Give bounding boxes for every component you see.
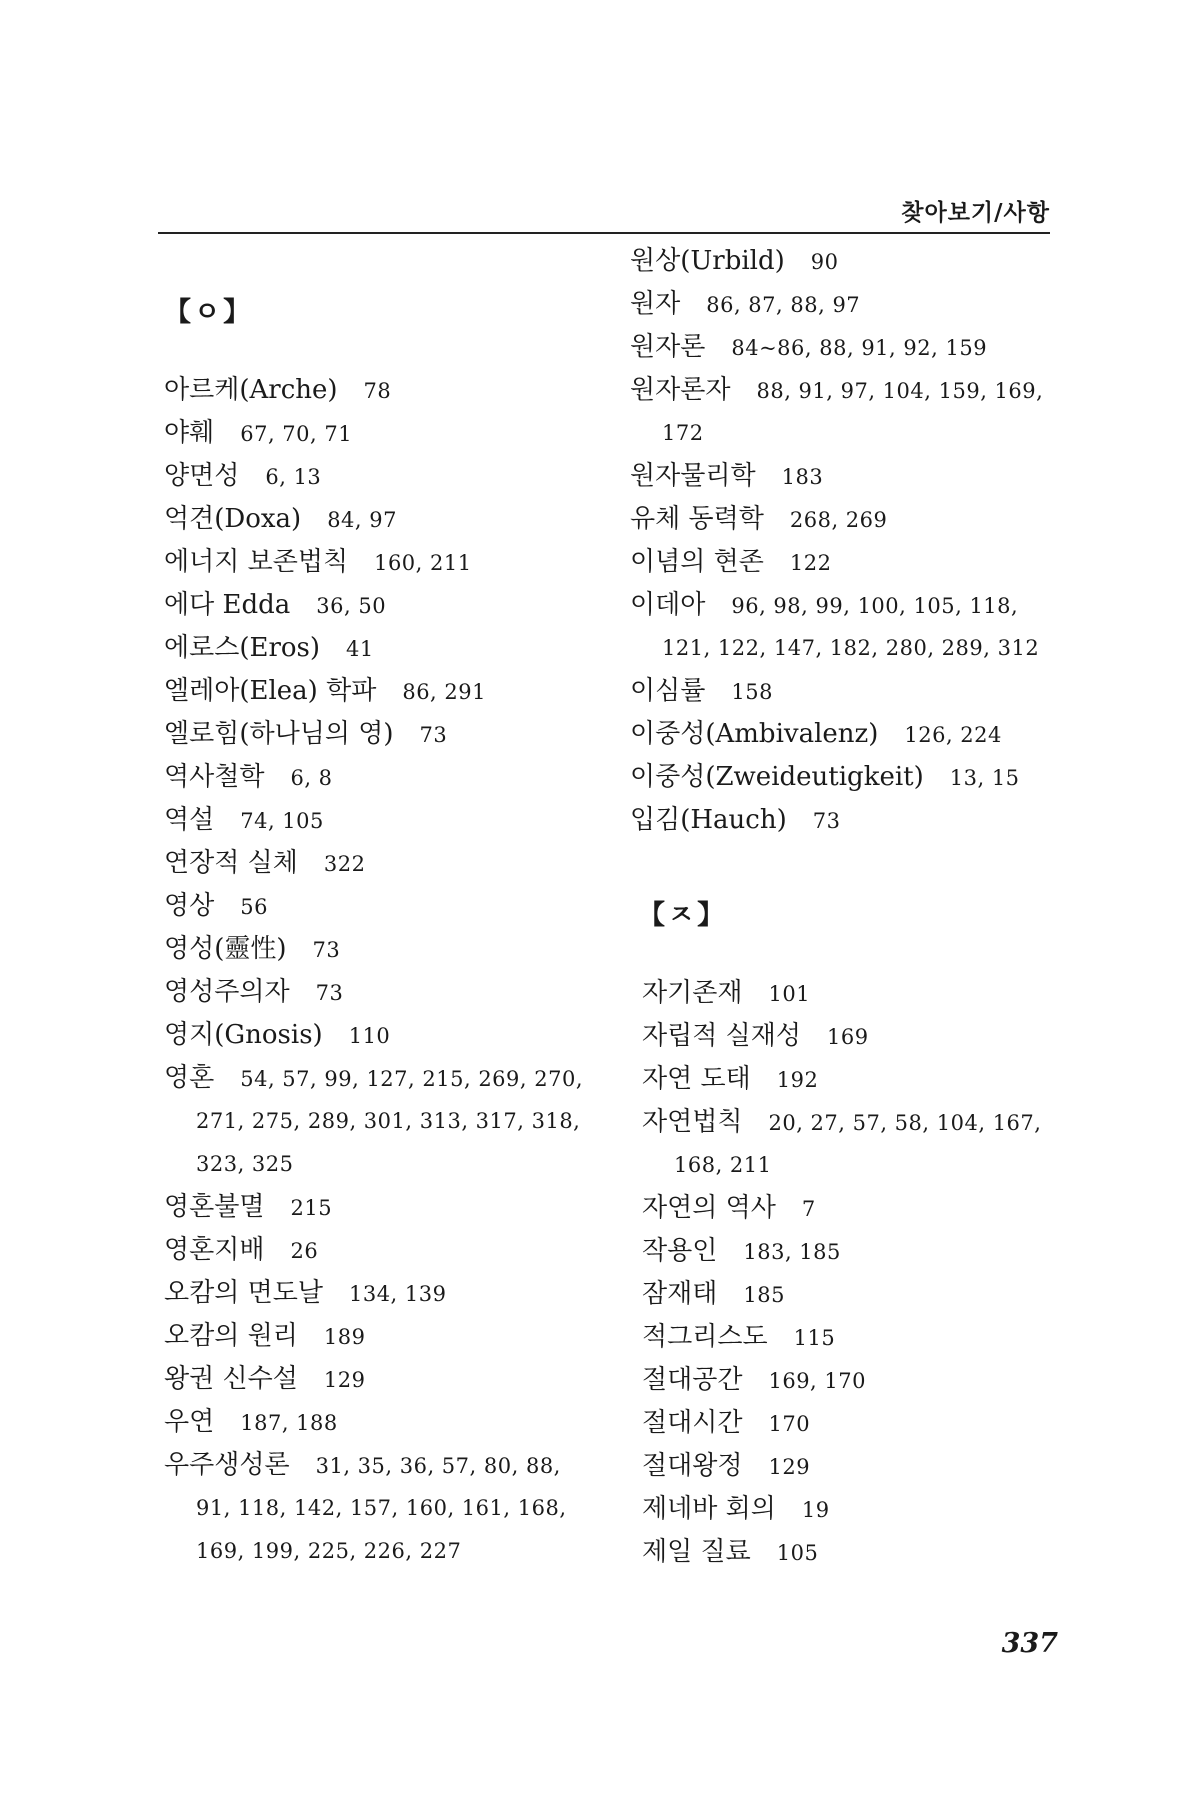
index-page-refs: 78 — [363, 379, 392, 403]
index-entry — [642, 1281, 785, 1307]
index-page-refs: 90 — [810, 250, 839, 274]
index-page-refs: 86, 87, 88, 97 — [706, 293, 861, 317]
index-term: 절대왕정 — [642, 1451, 743, 1481]
index-entry — [630, 377, 1043, 403]
index-page-refs: 56 — [240, 895, 268, 919]
index-entry — [630, 334, 987, 360]
index-page-refs: 115 — [793, 1326, 836, 1350]
index-page-refs: 6, 8 — [290, 766, 333, 790]
index-term: 영혼불멸 — [164, 1192, 265, 1222]
index-page-refs: 169 — [826, 1025, 869, 1049]
index-page-refs: 322 — [323, 852, 366, 876]
index-page-refs-continued: 91, 118, 142, 157, 160, 161, 168, — [196, 1496, 567, 1520]
index-term: 적그리스도 — [642, 1322, 768, 1352]
index-term: 엘레아(Elea) 학파 — [164, 676, 377, 706]
index-term: 원자론자 — [630, 375, 731, 405]
index-term: 영혼지배 — [164, 1235, 265, 1265]
index-page-refs: 169, 170 — [768, 1369, 866, 1393]
index-entry — [642, 1367, 866, 1393]
index-page-refs: 86, 291 — [402, 680, 486, 704]
index-term: 양면성 — [164, 461, 240, 491]
index-page-refs-continued: 121, 122, 147, 182, 280, 289, 312 — [662, 636, 1040, 660]
index-page-refs: 84~86, 88, 91, 92, 159 — [731, 336, 988, 360]
index-term: 영혼 — [164, 1063, 215, 1093]
index-page-refs: 36, 50 — [316, 594, 387, 618]
index-entry — [164, 549, 472, 575]
index-term: 영성주의자 — [164, 977, 290, 1007]
index-entry — [642, 1238, 841, 1264]
index-entry — [164, 893, 268, 919]
index-term: 우주생성론 — [164, 1450, 290, 1480]
index-page-refs: 26 — [290, 1239, 319, 1263]
index-page-refs: 129 — [323, 1368, 366, 1392]
index-entry — [642, 1453, 810, 1479]
index-term: 잠재태 — [642, 1279, 718, 1309]
index-term: 연장적 실체 — [164, 848, 298, 878]
index-term: 역사철학 — [164, 762, 265, 792]
index-entry — [642, 980, 810, 1006]
index-page-refs-continued: 172 — [662, 421, 704, 445]
index-term: 자립적 실재성 — [642, 1021, 801, 1051]
index-entry — [164, 850, 365, 876]
index-page-refs: 170 — [768, 1412, 811, 1436]
index-page-refs: 31, 35, 36, 57, 80, 88, — [315, 1454, 561, 1478]
index-page-refs: 134, 139 — [348, 1282, 447, 1306]
index-entry — [642, 1195, 816, 1221]
index-page-refs: 268, 269 — [789, 508, 888, 532]
index-page-refs: 183, 185 — [743, 1240, 841, 1264]
index-page-refs: 88, 91, 97, 104, 159, 169, — [756, 379, 1044, 403]
index-term: 왕권 신수설 — [164, 1364, 298, 1394]
index-entry — [630, 549, 831, 575]
index-term: 영지(Gnosis) — [164, 1020, 323, 1050]
index-entry — [630, 248, 839, 274]
index-page-refs: 160, 211 — [374, 551, 472, 575]
index-entry — [642, 1539, 818, 1565]
index-entry — [164, 1237, 318, 1263]
index-entry — [164, 1065, 583, 1091]
index-term: 야훼 — [164, 418, 215, 448]
index-term: 우연 — [164, 1407, 215, 1437]
index-term: 이중성(Zweideutigkeit) — [630, 762, 924, 792]
index-entry — [164, 635, 374, 661]
index-term: 원자론 — [630, 332, 706, 362]
index-page-refs: 215 — [290, 1196, 333, 1220]
index-entry — [630, 678, 773, 704]
index-page-refs: 74, 105 — [240, 809, 324, 833]
index-term: 이데아 — [630, 590, 706, 620]
index-entry — [164, 764, 333, 790]
index-page-refs: 73 — [312, 938, 341, 962]
index-page-refs: 96, 98, 99, 100, 105, 118, — [731, 594, 1019, 618]
index-entry — [164, 1022, 390, 1048]
index-entry — [164, 936, 340, 962]
index-term: 이념의 현존 — [630, 547, 764, 577]
index-entry — [164, 1194, 332, 1220]
index-term: 입김(Hauch) — [630, 805, 787, 835]
index-page-refs: 129 — [768, 1455, 811, 1479]
index-page-refs: 67, 70, 71 — [240, 422, 353, 446]
index-entry — [164, 1323, 365, 1349]
index-page-refs: 54, 57, 99, 127, 215, 269, 270, — [240, 1067, 584, 1091]
index-term: 자기존재 — [642, 978, 743, 1008]
index-term: 원자 — [630, 289, 681, 319]
index-page-refs: 20, 27, 57, 58, 104, 167, — [768, 1111, 1042, 1135]
index-page-refs: 73 — [315, 981, 344, 1005]
index-entry — [630, 463, 823, 489]
index-page-refs: 158 — [731, 680, 773, 704]
index-page-refs: 105 — [776, 1541, 819, 1565]
index-page-refs-continued: 169, 199, 225, 226, 227 — [196, 1539, 462, 1563]
index-term: 영성(靈性) — [164, 934, 287, 964]
index-entry — [642, 1023, 869, 1049]
index-entry — [164, 463, 321, 489]
index-page-refs: 185 — [743, 1283, 785, 1307]
index-entry — [630, 721, 1002, 747]
index-entry — [642, 1496, 830, 1522]
index-entry — [164, 1366, 365, 1392]
index-term: 원자물리학 — [630, 461, 756, 491]
index-term: 자연의 역사 — [642, 1193, 776, 1223]
running-head: 찾아보기/사항 — [901, 200, 1050, 226]
index-page-refs: 84, 97 — [327, 508, 397, 532]
index-page-refs-continued: 323, 325 — [196, 1152, 294, 1176]
index-entry — [164, 1452, 561, 1478]
index-page-refs: 19 — [801, 1498, 830, 1522]
index-term: 자연 도태 — [642, 1064, 751, 1094]
index-page-refs: 183 — [781, 465, 824, 489]
index-term: 이중성(Ambivalenz) — [630, 719, 879, 749]
index-term: 영상 — [164, 891, 215, 921]
index-term: 절대공간 — [642, 1365, 743, 1395]
index-page-refs: 13, 15 — [949, 766, 1020, 790]
index-entry — [630, 807, 840, 833]
index-entry — [642, 1109, 1041, 1135]
index-term: 제일 질료 — [642, 1537, 751, 1567]
index-term: 절대시간 — [642, 1408, 743, 1438]
index-entry — [630, 592, 1018, 618]
index-term: 오캄의 면도날 — [164, 1278, 323, 1308]
index-page-refs: 101 — [768, 982, 811, 1006]
page-number: 337 — [1001, 1628, 1058, 1659]
index-entry — [164, 979, 343, 1005]
index-page-refs: 6, 13 — [265, 465, 322, 489]
index-entry — [164, 1409, 338, 1435]
index-entry — [642, 1324, 835, 1350]
index-page-refs: 7 — [801, 1197, 816, 1221]
index-term: 제네바 회의 — [642, 1494, 776, 1524]
index-entry — [164, 592, 386, 618]
section-heading-ieung: 【ㅇ】 — [164, 297, 254, 328]
index-entry — [164, 807, 324, 833]
index-term: 자연법칙 — [642, 1107, 743, 1137]
index-term: 오캄의 원리 — [164, 1321, 298, 1351]
index-term: 아르케(Arche) — [164, 375, 338, 405]
index-term: 유체 동력학 — [630, 504, 764, 534]
index-page-refs: 73 — [419, 723, 448, 747]
index-page-refs: 41 — [346, 637, 374, 661]
index-term: 원상(Urbild) — [630, 246, 785, 276]
index-entry — [164, 420, 352, 446]
index-page-refs: 73 — [812, 809, 841, 833]
index-term: 에다 Edda — [164, 590, 291, 620]
index-page-refs: 122 — [789, 551, 832, 575]
index-term: 에너지 보존법칙 — [164, 547, 349, 577]
index-page-refs: 192 — [776, 1068, 819, 1092]
section-heading-jieut: 【ㅈ】 — [638, 900, 728, 931]
header-rule — [158, 232, 1050, 234]
index-page-refs-continued: 271, 275, 289, 301, 313, 317, 318, — [196, 1109, 581, 1133]
index-term: 역설 — [164, 805, 215, 835]
index-entry — [164, 721, 447, 747]
index-entry — [164, 377, 391, 403]
index-term: 억견(Doxa) — [164, 504, 302, 534]
index-entry — [630, 764, 1020, 790]
index-term: 엘로힘(하나님의 영) — [164, 719, 394, 749]
index-page-refs: 110 — [348, 1024, 391, 1048]
index-entry — [630, 506, 887, 532]
index-page-refs: 189 — [323, 1325, 366, 1349]
index-entry — [630, 291, 860, 317]
index-page-refs: 187, 188 — [240, 1411, 338, 1435]
index-term: 에로스(Eros) — [164, 633, 321, 663]
index-term: 이심률 — [630, 676, 706, 706]
index-entry — [164, 506, 397, 532]
index-entry — [642, 1410, 810, 1436]
index-entry — [164, 678, 486, 704]
index-page-refs: 126, 224 — [904, 723, 1002, 747]
index-entry — [642, 1066, 818, 1092]
index-entry — [164, 1280, 446, 1306]
index-page-refs-continued: 168, 211 — [674, 1153, 772, 1177]
index-term: 작용인 — [642, 1236, 718, 1266]
